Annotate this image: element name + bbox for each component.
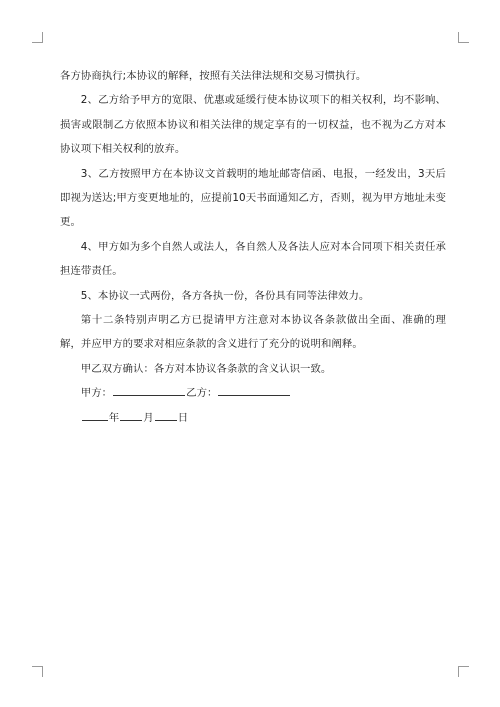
year-blank	[82, 409, 108, 421]
crop-mark-bottom-right	[458, 666, 469, 677]
month-label: 月	[143, 411, 154, 424]
paragraph-continuation: 各方协商执行;本协议的解释，按照有关法律法规和交易习惯执行。	[60, 70, 367, 82]
paragraph-clause-4: 4、甲方如为多个自然人或法人，各自然人及各法人应对本合同项下相关责任承担连带责任。	[60, 240, 446, 278]
date-row	[60, 406, 446, 430]
party-b-signature-blank	[218, 384, 290, 396]
paragraph-article-12: 第十二条特别声明乙方已提请甲方注意对本协议各条款做出全面、准确的理解，并应甲方的要求对相应条款的含义进行了充分的说明和阐释。	[60, 314, 446, 351]
paragraph-confirmation: 甲乙双方确认：各方对本协议各条款的含义认识一致。	[80, 362, 332, 375]
month-blank	[120, 409, 142, 421]
paragraph-clause-2: 2、乙方给予甲方的宽限、优惠或延缓行使本协议项下的相关权利，均不影响、损害或限制乙方依照本协议和相关法律的规定享有的一切权益，也不视为乙方对本协议项下相关权利的放弃。	[60, 94, 446, 156]
party-a-label: 甲方：	[80, 387, 113, 400]
party-b-label: 乙方：	[186, 387, 218, 400]
day-label: 日	[177, 411, 189, 424]
crop-mark-top-right	[458, 32, 469, 43]
document-body	[60, 64, 446, 430]
crop-mark-top-left	[32, 32, 43, 43]
signature-row	[60, 381, 446, 405]
party-a-signature-blank	[113, 384, 185, 396]
day-blank	[155, 409, 177, 421]
paragraph-clause-3: 3、乙方按照甲方在本协议文首载明的地址邮寄信函、电报，一经发出，3天后即视为送达;甲方变更地址的，应提前10天书面通知乙方，否则，视为甲方地址未变更。	[60, 167, 446, 229]
year-label: 年	[108, 411, 120, 424]
crop-mark-bottom-left	[32, 666, 43, 677]
paragraph-clause-5: 5、本协议一式两份，各方各执一份，各份具有同等法律效力。	[80, 289, 370, 302]
